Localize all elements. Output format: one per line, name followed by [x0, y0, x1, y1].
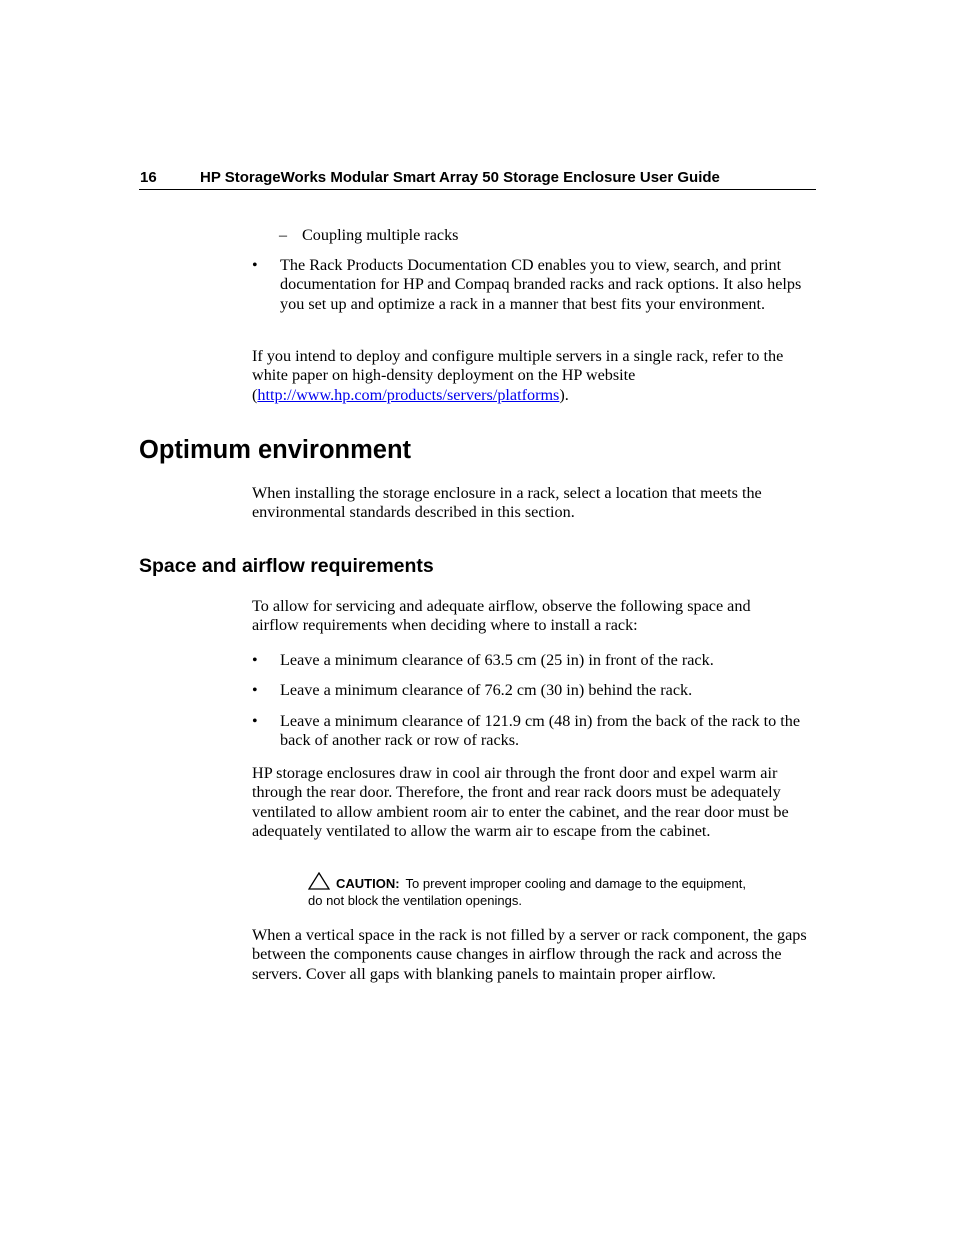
page-number: 16 [140, 169, 157, 186]
sub-bullet-text: Coupling multiple racks [302, 226, 459, 244]
airflow-paragraph: HP storage enclosures draw in cool air through the front door and expel warm air through the rear door. Therefore, the front and rear rack doors must be adequately ventilated to allow ambient room air to enter the cabinet, and the rear door must be adequately ventilated to allow the warm air to escape from the cabinet. [252, 764, 789, 840]
bullet-marker: • [252, 257, 258, 274]
white-paper-text: If you intend to deploy and configure multiple servers in a single rack, refer to the white paper on high-density deployment on the HP website ( [252, 347, 784, 404]
section-heading-optimum-environment: Optimum environment [139, 436, 412, 464]
warning-triangle-icon [308, 872, 330, 890]
clearance-bullet-behind: Leave a minimum clearance of 76.2 cm (30 in) behind the rack. [280, 681, 693, 699]
space-airflow-intro: To allow for servicing and adequate airflow, observe the following space and airflow requirements when deciding where to install a rack: [252, 597, 751, 635]
bullet-marker: • [252, 652, 258, 669]
optimum-environment-paragraph: When installing the storage enclosure in a rack, select a location that meets the environmental standards described in this section. [252, 484, 762, 522]
clearance-bullet-front: Leave a minimum clearance of 63.5 cm (25 in) in front of the rack. [280, 651, 714, 669]
bullet-marker: • [252, 713, 258, 730]
blanking-panels-paragraph: When a vertical space in the rack is not filled by a server or rack component, the gaps between the components cause changes in airflow through the rack and across the servers. Cover all gaps with blanking panels to maintain proper airflow. [252, 926, 807, 983]
bullet-rack-cd: The Rack Products Documentation CD enables you to view, search, and print documentation for HP and Compaq branded racks and rack options. It also helps you set up and optimize a rack in a manner that best fits your environment. [280, 256, 802, 313]
document-title: HP StorageWorks Modular Smart Array 50 Storage Enclosure User Guide [200, 169, 720, 186]
white-paper-suffix: ). [559, 385, 569, 404]
section-heading-space-airflow: Space and airflow requirements [139, 555, 434, 577]
white-paper-paragraph [252, 347, 797, 405]
bullet-marker: • [252, 682, 258, 699]
clearance-bullet-back-to-back: Leave a minimum clearance of 121.9 cm (48 in) from the back of the rack to the back of another rack or row of racks. [280, 712, 801, 750]
white-paper-link[interactable]: http://www.hp.com/products/servers/platforms [257, 385, 560, 404]
caution-text: To prevent improper cooling and damage to the equipment, do not block the ventilation openings. [308, 876, 746, 908]
caution-note [308, 872, 748, 909]
caution-label: CAUTION: [336, 876, 400, 891]
running-header [139, 168, 816, 190]
sub-bullet-dash: – [279, 227, 287, 244]
